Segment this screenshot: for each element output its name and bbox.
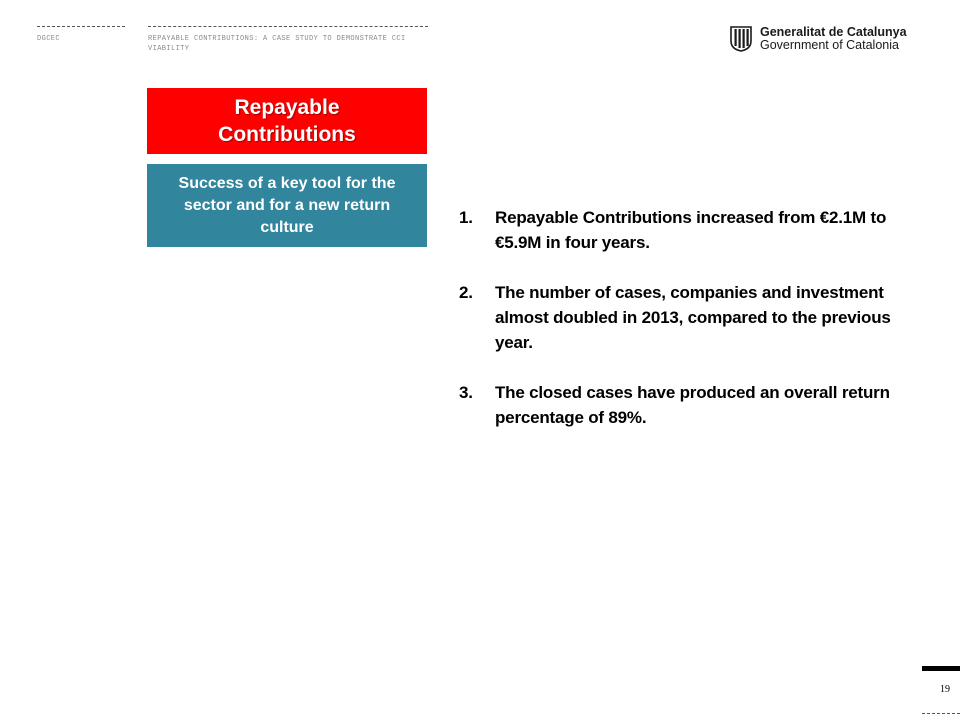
key-point-item bbox=[459, 380, 929, 430]
page-number: 19 bbox=[940, 684, 950, 695]
header-divider-right bbox=[148, 26, 428, 27]
document-title: REPAYABLE CONTRIBUTIONS: A CASE STUDY TO DEMONSTRATE CCI VIABILITY bbox=[148, 35, 406, 53]
title-text: Repayable Contributions bbox=[218, 96, 356, 146]
subtitle-box bbox=[147, 164, 427, 247]
key-point-text: The number of cases, companies and investment almost doubled in 2013, compared to the previous year. bbox=[495, 283, 891, 352]
logo-name-catalan: Generalitat de Catalunya bbox=[760, 25, 907, 39]
key-points-list bbox=[459, 205, 929, 455]
logo-name-english: Government of Catalonia bbox=[760, 38, 899, 52]
key-point-text: Repayable Contributions increased from €2.1M to €5.9M in four years. bbox=[495, 208, 887, 252]
key-point-item bbox=[459, 205, 929, 255]
footer-divider bbox=[922, 713, 960, 714]
key-point-number: 3. bbox=[459, 383, 473, 402]
department-label: DGCEC bbox=[37, 35, 61, 43]
title-box bbox=[147, 88, 427, 154]
key-point-text: The closed cases have produced an overall return percentage of 89%. bbox=[495, 383, 890, 427]
subtitle-text: Success of a key tool for the sector and for a new return culture bbox=[178, 174, 396, 236]
key-point-item bbox=[459, 280, 929, 355]
generalitat-stripes-logo-icon bbox=[729, 26, 753, 52]
key-point-number: 1. bbox=[459, 208, 473, 227]
generalitat-logo bbox=[729, 26, 907, 52]
header-divider-left bbox=[37, 26, 125, 27]
page-number-bar bbox=[922, 666, 960, 671]
key-point-number: 2. bbox=[459, 283, 473, 302]
